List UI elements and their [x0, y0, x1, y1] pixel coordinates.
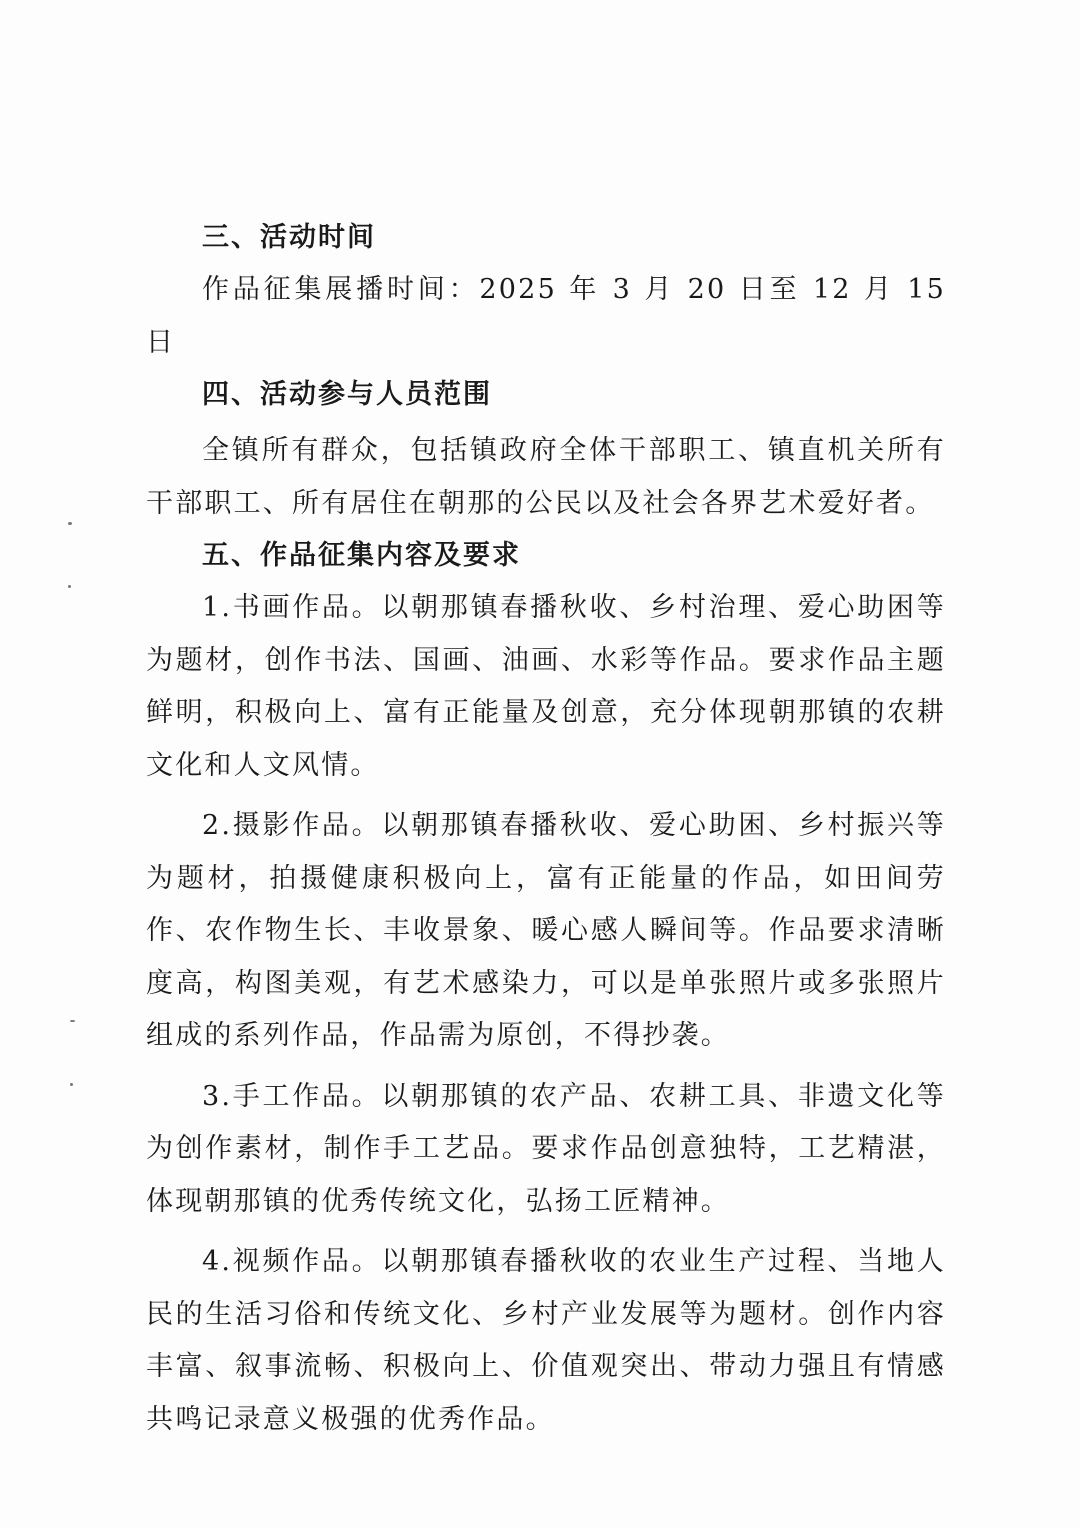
paragraph-activity-time: 作品征集展播时间：2025 年 3 月 20 日至 12 月 15 日 — [146, 274, 946, 358]
paragraph-handicraft: 3.手工作品。以朝那镇的农产品、农耕工具、非遗文化等为创作素材，制作手工艺品。要求作品创意独特，工艺精湛，体现朝那镇的优秀传统文化，弘扬工匠精神。 — [146, 1080, 946, 1217]
scan-speck — [68, 585, 71, 588]
section-heading-participants: 四、活动参与人员范围 — [202, 379, 492, 410]
scan-speck — [68, 522, 72, 525]
scan-speck — [70, 1083, 73, 1086]
section-heading-requirements: 五、作品征集内容及要求 — [202, 540, 521, 571]
paragraph-participants: 全镇所有群众，包括镇政府全体干部职工、镇直机关所有干部职工、所有居住在朝那的公民以及社会各界艺术爱好者。 — [146, 435, 946, 519]
paragraph-photography: 2.摄影作品。以朝那镇春播秋收、爱心助困、乡村振兴等为题材，拍摄健康积极向上，富有正能量的作品，如田间劳作、农作物生长、丰收景象、暖心感人瞬间等。作品要求清晰度高，构图美观，有艺术感染力，可以是单张照片或多张照片组成的系列作品，作品需为原创，不得抄袭。 — [146, 810, 946, 1051]
paragraph-video: 4.视频作品。以朝那镇春播秋收的农业生产过程、当地人民的生活习俗和传统文化、乡村产业发展等为题材。创作内容丰富、叙事流畅、积极向上、价值观突出、带动力强且有情感共鸣记录意义极强的优秀作品。 — [146, 1246, 946, 1435]
document-body — [146, 212, 946, 1446]
section-heading-activity-time: 三、活动时间 — [202, 222, 376, 253]
paragraph-calligraphy-painting: 1.书画作品。以朝那镇春播秋收、乡村治理、爱心助困等为题材，创作书法、国画、油画、水彩等作品。要求作品主题鲜明，积极向上、富有正能量及创意，充分体现朝那镇的农耕文化和人文风情。 — [146, 592, 946, 781]
scan-speck — [70, 1020, 75, 1022]
